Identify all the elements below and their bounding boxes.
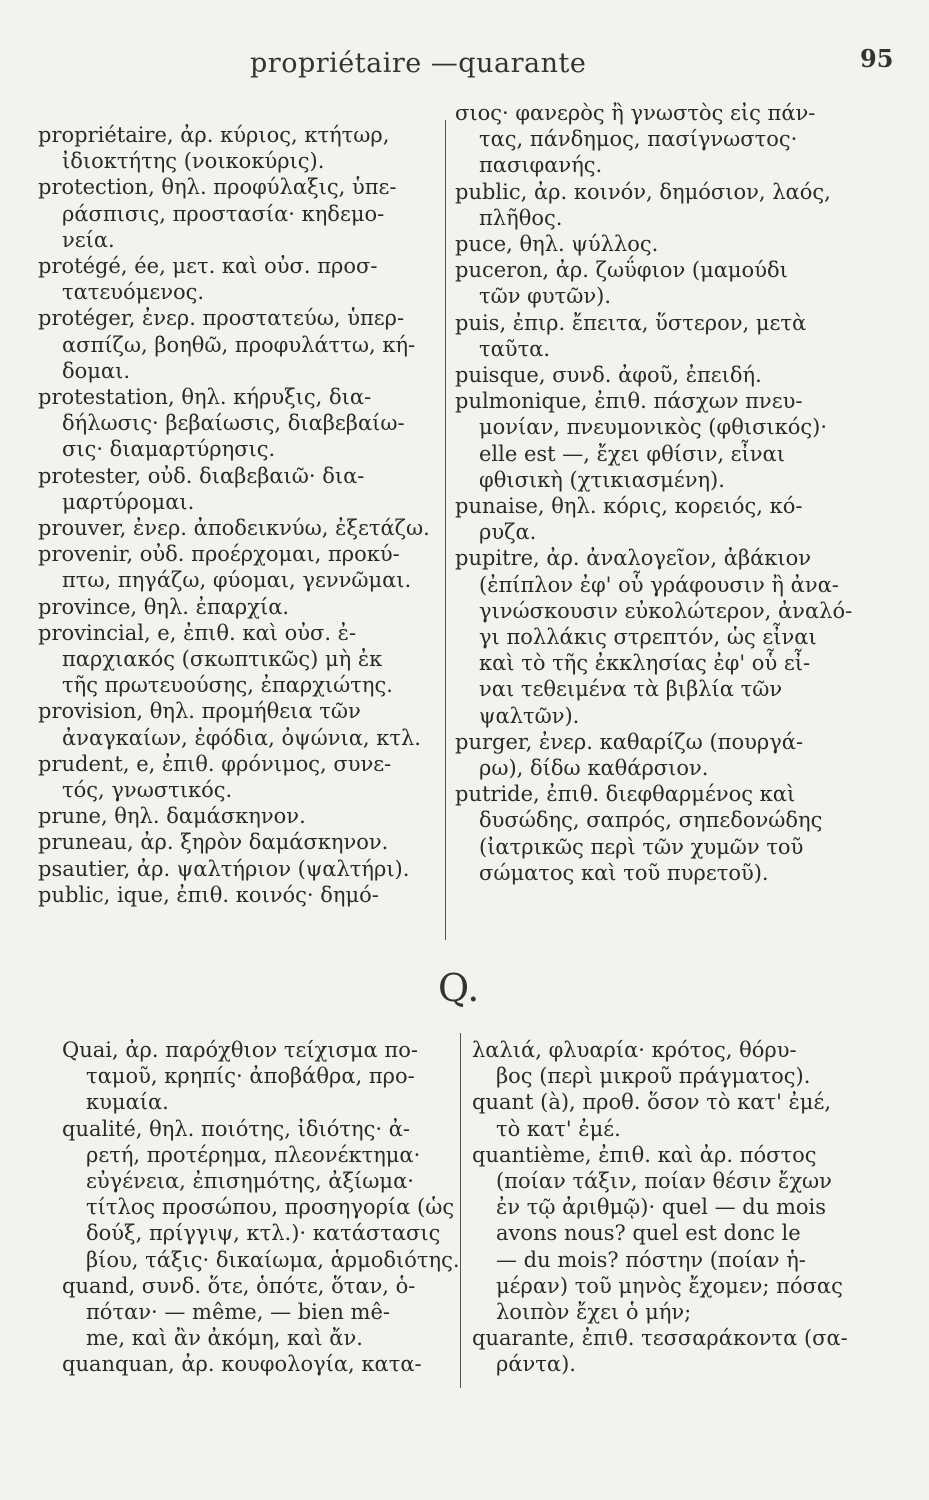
dictionary-entry: [38, 463, 438, 515]
entry-continuation: δήλωσις· βεβαίωσις, διαβεβαίω-: [62, 411, 405, 436]
dictionary-entry: [472, 1325, 857, 1377]
dictionary-entry: [455, 362, 855, 388]
entry-continuation: μαρτύρομαι.: [62, 489, 195, 514]
entry-headline: prune, θηλ. δαμάσκηνον.: [38, 804, 306, 829]
entry-continuation: μονίαν, πνευμονικὸς (φθισικός)·: [479, 415, 828, 440]
dictionary-entry: [62, 1037, 447, 1116]
entry-headline: provision, θηλ. προμήθεια τῶν: [38, 699, 361, 724]
entry-continuation: — du mois? πόστην (ποίαν ἡ-: [496, 1247, 806, 1272]
dictionary-entry: [38, 803, 438, 829]
entry-headline: qualité, θηλ. ποιότης, ἰδιότης· ἀ-: [62, 1116, 410, 1141]
entry-continuation: πτω, πηγάζω, φύομαι, γεννῶμαι.: [62, 568, 412, 593]
entry-continuation: βίου, τάξις· δικαίωμα, ἁρμοδιότης.: [86, 1247, 460, 1272]
entry-continuation: γι πολλάκις στρεπτόν, ὡς εἶναι: [479, 625, 817, 650]
entry-continuation: ρυζα.: [479, 520, 537, 545]
dictionary-entry: [38, 882, 438, 908]
entry-headline: quand, συνδ. ὅτε, ὁπότε, ὅταν, ὁ-: [62, 1273, 416, 1298]
dictionary-entry: [38, 305, 438, 384]
page-header-title: propriétaire —quarante: [250, 48, 587, 79]
entry-headline: protégé, ée, μετ. καὶ οὐσ. προσ-: [38, 254, 378, 279]
entry-continuation: τῶν φυτῶν).: [479, 284, 612, 309]
entry-headline: provincial, e, ἐπιθ. καὶ οὐσ. ἐ-: [38, 620, 357, 645]
entry-headline: prudent, e, ἐπιθ. φρόνιμος, συνε-: [38, 751, 392, 776]
entry-headline: propriétaire, ἀρ. κύριος, κτήτωρ,: [38, 123, 390, 147]
entry-headline: public, ἀρ. κοινόν, δημόσιον, λαός,: [455, 179, 831, 204]
dictionary-entry: [38, 384, 438, 463]
column-bottom-left: [62, 1037, 460, 1378]
dictionary-entry: [455, 310, 855, 362]
column-top-right: [455, 100, 855, 886]
dictionary-entry: [38, 515, 438, 541]
dictionary-entry: [38, 751, 438, 803]
entry-continuation: τατευόμενος.: [62, 280, 205, 305]
entry-continuation: εὐγένεια, ἐπισημότης, ἀξίωμα·: [86, 1169, 414, 1194]
dictionary-entry: [455, 179, 855, 231]
entry-continuation: ταμοῦ, κρηπίς· ἀποβάθρα, προ-: [86, 1064, 415, 1089]
entry-headline: quarante, ἐπιθ. τεσσαράκοντα (σα-: [472, 1326, 848, 1351]
dictionary-entry: [455, 100, 855, 179]
dictionary-entry: [38, 253, 438, 305]
entry-continuation: elle est —, ἔχει φθίσιν, εἶναι: [479, 441, 785, 466]
dictionary-entry: [455, 729, 855, 781]
entry-headline: σιος· φανερὸς ἢ γνωστὸς εἰς πάν-: [455, 101, 816, 125]
entry-headline: psautier, ἀρ. ψαλτήριον (ψαλτήρι).: [38, 856, 410, 881]
entry-headline: Quai, ἀρ. παρόχθιον τείχισμα πο-: [62, 1038, 418, 1062]
entry-headline: puisque, συνδ. ἀφοῦ, ἐπειδή.: [455, 363, 762, 388]
entry-headline: puceron, ἀρ. ζωΰφιον (μαμούδι: [455, 258, 788, 283]
entry-continuation: φθισικὴ (χτικιασμένη).: [479, 467, 725, 492]
entry-headline: protection, θηλ. προφύλαξις, ὑπε-: [38, 175, 397, 200]
entry-headline: putride, ἐπιθ. διεφθαρμένος καὶ: [455, 782, 796, 807]
column-divider-bottom: [460, 1033, 461, 1388]
entry-headline: pulmonique, ἐπιθ. πάσχων πνευ-: [455, 389, 803, 414]
dictionary-entry: [62, 1116, 460, 1273]
entry-continuation: ρετή, προτέρημα, πλεονέκτημα·: [86, 1142, 421, 1167]
entry-headline: protéger, ἐνερ. προστατεύω, ὑπερ-: [38, 306, 405, 331]
entry-headline: puce, θηλ. ψύλλος.: [455, 232, 659, 257]
entry-continuation: ἐν τῷ ἀριθμῷ)· quel — du mois: [496, 1195, 827, 1220]
entry-headline: pruneau, ἀρ. ξηρὸν δαμάσκηνον.: [38, 830, 389, 855]
entry-continuation: τός, γνωστικός.: [62, 778, 233, 803]
dictionary-entry: [472, 1037, 857, 1089]
entry-headline: puis, ἐπιρ. ἔπειτα, ὕστερον, μετὰ: [455, 310, 807, 335]
dictionary-entry: [38, 856, 438, 882]
dictionary-entry: [455, 257, 855, 309]
column-divider-top: [445, 120, 446, 940]
dictionary-entry: [38, 829, 438, 855]
dictionary-entry: [472, 1089, 857, 1141]
entry-continuation: δομαι.: [62, 358, 131, 383]
dictionary-entry: [38, 541, 438, 593]
dictionary-entry: [38, 698, 438, 750]
dictionary-entry: [455, 493, 855, 545]
dictionary-entry: [38, 594, 438, 620]
entry-continuation: σις· διαμαρτύρησις.: [62, 437, 276, 462]
entry-continuation: σώματος καὶ τοῦ πυρετοῦ).: [479, 860, 769, 885]
section-letter: Q.: [438, 966, 480, 1010]
entry-continuation: ψαλτῶν).: [479, 703, 580, 728]
entry-continuation: ἰδιοκτήτης (νοικοκύρις).: [62, 149, 325, 174]
entry-headline: province, θηλ. ἐπαρχία.: [38, 594, 290, 619]
dictionary-entry: [472, 1142, 857, 1325]
dictionary-entry: [38, 122, 438, 174]
entry-headline: purger, ἐνερ. καθαρίζω (πουργά-: [455, 729, 804, 754]
entry-continuation: avons nous? quel est donc le: [496, 1221, 801, 1246]
entry-headline: quant (à), προθ. ὅσον τὸ κατ' ἐμέ,: [472, 1090, 832, 1115]
entry-continuation: τας, πάνδημος, πασίγνωστος·: [479, 127, 798, 152]
entry-continuation: ρω), δίδω καθάρσιον.: [479, 756, 709, 781]
entry-continuation: ασπίζω, βοηθῶ, προφυλάττω, κή-: [62, 332, 416, 357]
page-number: 95: [860, 44, 894, 73]
entry-continuation: (ἰατρικῶς περὶ τῶν χυμῶν τοῦ: [479, 834, 804, 859]
entry-continuation: (ἐπίπλον ἐφ' οὗ γράφουσιν ἢ ἀνα-: [479, 572, 839, 597]
entry-continuation: πλῆθος.: [479, 205, 563, 230]
entry-continuation: πασιφανής.: [479, 153, 603, 178]
entry-headline: protester, οὐδ. διαβεβαιῶ· δια-: [38, 463, 365, 488]
dictionary-entry: [455, 388, 855, 493]
entry-continuation: me, καὶ ἂν ἀκόμη, καὶ ἄν.: [86, 1326, 363, 1351]
entry-headline: quanquan, ἀρ. κουφολογία, κατα-: [62, 1352, 422, 1377]
entry-continuation: ταῦτα.: [479, 336, 551, 361]
dictionary-entry: [455, 231, 855, 257]
entry-continuation: κυμαία.: [86, 1090, 169, 1115]
entry-continuation: ράσπισις, προστασία· κηδεμο-: [62, 201, 385, 226]
entry-continuation: δυσώδης, σαπρός, σηπεδονώδης: [479, 808, 823, 833]
entry-continuation: δούξ, πρίγγιψ, κτλ.)· κατάστασις: [86, 1221, 441, 1246]
dictionary-entry: [62, 1273, 447, 1352]
entry-headline: public, ique, ἐπιθ. κοινός· δημό-: [38, 882, 379, 907]
dictionary-entry: [455, 781, 855, 886]
entry-continuation: παρχιακός (σκωπτικῶς) μὴ ἐκ: [62, 647, 383, 672]
entry-continuation: ἀναγκαίων, ἐφόδια, ὀψώνια, κτλ.: [62, 725, 421, 750]
entry-headline: protestation, θηλ. κήρυξις, δια-: [38, 385, 372, 410]
entry-headline: pupitre, ἀρ. ἀναλογεῖον, ἀβάκιον: [455, 546, 812, 571]
entry-continuation: νεία.: [62, 227, 115, 252]
entry-continuation: λοιπὸν ἔχει ὁ μήν;: [496, 1300, 692, 1325]
dictionary-entry: [62, 1351, 447, 1377]
entry-headline: provenir, οὐδ. προέρχομαι, προκύ-: [38, 542, 400, 567]
entry-continuation: βος (περὶ μικροῦ πράγματος).: [496, 1064, 811, 1089]
entry-continuation: καὶ τὸ τῆς ἐκκλησίας ἐφ' οὗ εἶ-: [479, 651, 811, 676]
entry-continuation: γινώσκουσιν εὐκολώτερον, ἀναλό-: [479, 598, 853, 623]
column-top-left: [38, 122, 438, 908]
entry-continuation: τὸ κατ' ἐμέ.: [496, 1116, 621, 1141]
entry-headline: quantième, ἐπιθ. καὶ ἀρ. πόστος: [472, 1142, 817, 1167]
entry-headline: prouver, ἐνερ. ἀποδεικνύω, ἐξετάζω.: [38, 516, 430, 541]
column-bottom-right: [472, 1037, 857, 1378]
dictionary-entry: [455, 545, 855, 728]
entry-headline: λαλιά, φλυαρία· κρότος, θόρυ-: [472, 1038, 797, 1062]
dictionary-entry: [38, 174, 438, 253]
entry-continuation: ναι τεθειμένα τὰ βιβλία τῶν: [479, 677, 783, 702]
entry-continuation: τῆς πρωτευούσης, ἐπαρχιώτης.: [62, 673, 393, 698]
entry-continuation: ράντα).: [496, 1352, 576, 1377]
entry-continuation: τίτλος προσώπου, προσηγορία (ὡς: [86, 1195, 455, 1220]
entry-continuation: μέραν) τοῦ μηνὸς ἔχομεν; πόσας: [496, 1273, 843, 1298]
entry-continuation: πόταν· — même, — bien mê-: [86, 1300, 390, 1325]
dictionary-entry: [38, 620, 438, 699]
entry-continuation: (ποίαν τάξιν, ποίαν θέσιν ἔχων: [496, 1169, 832, 1194]
entry-headline: punaise, θηλ. κόρις, κορειός, κό-: [455, 494, 803, 519]
